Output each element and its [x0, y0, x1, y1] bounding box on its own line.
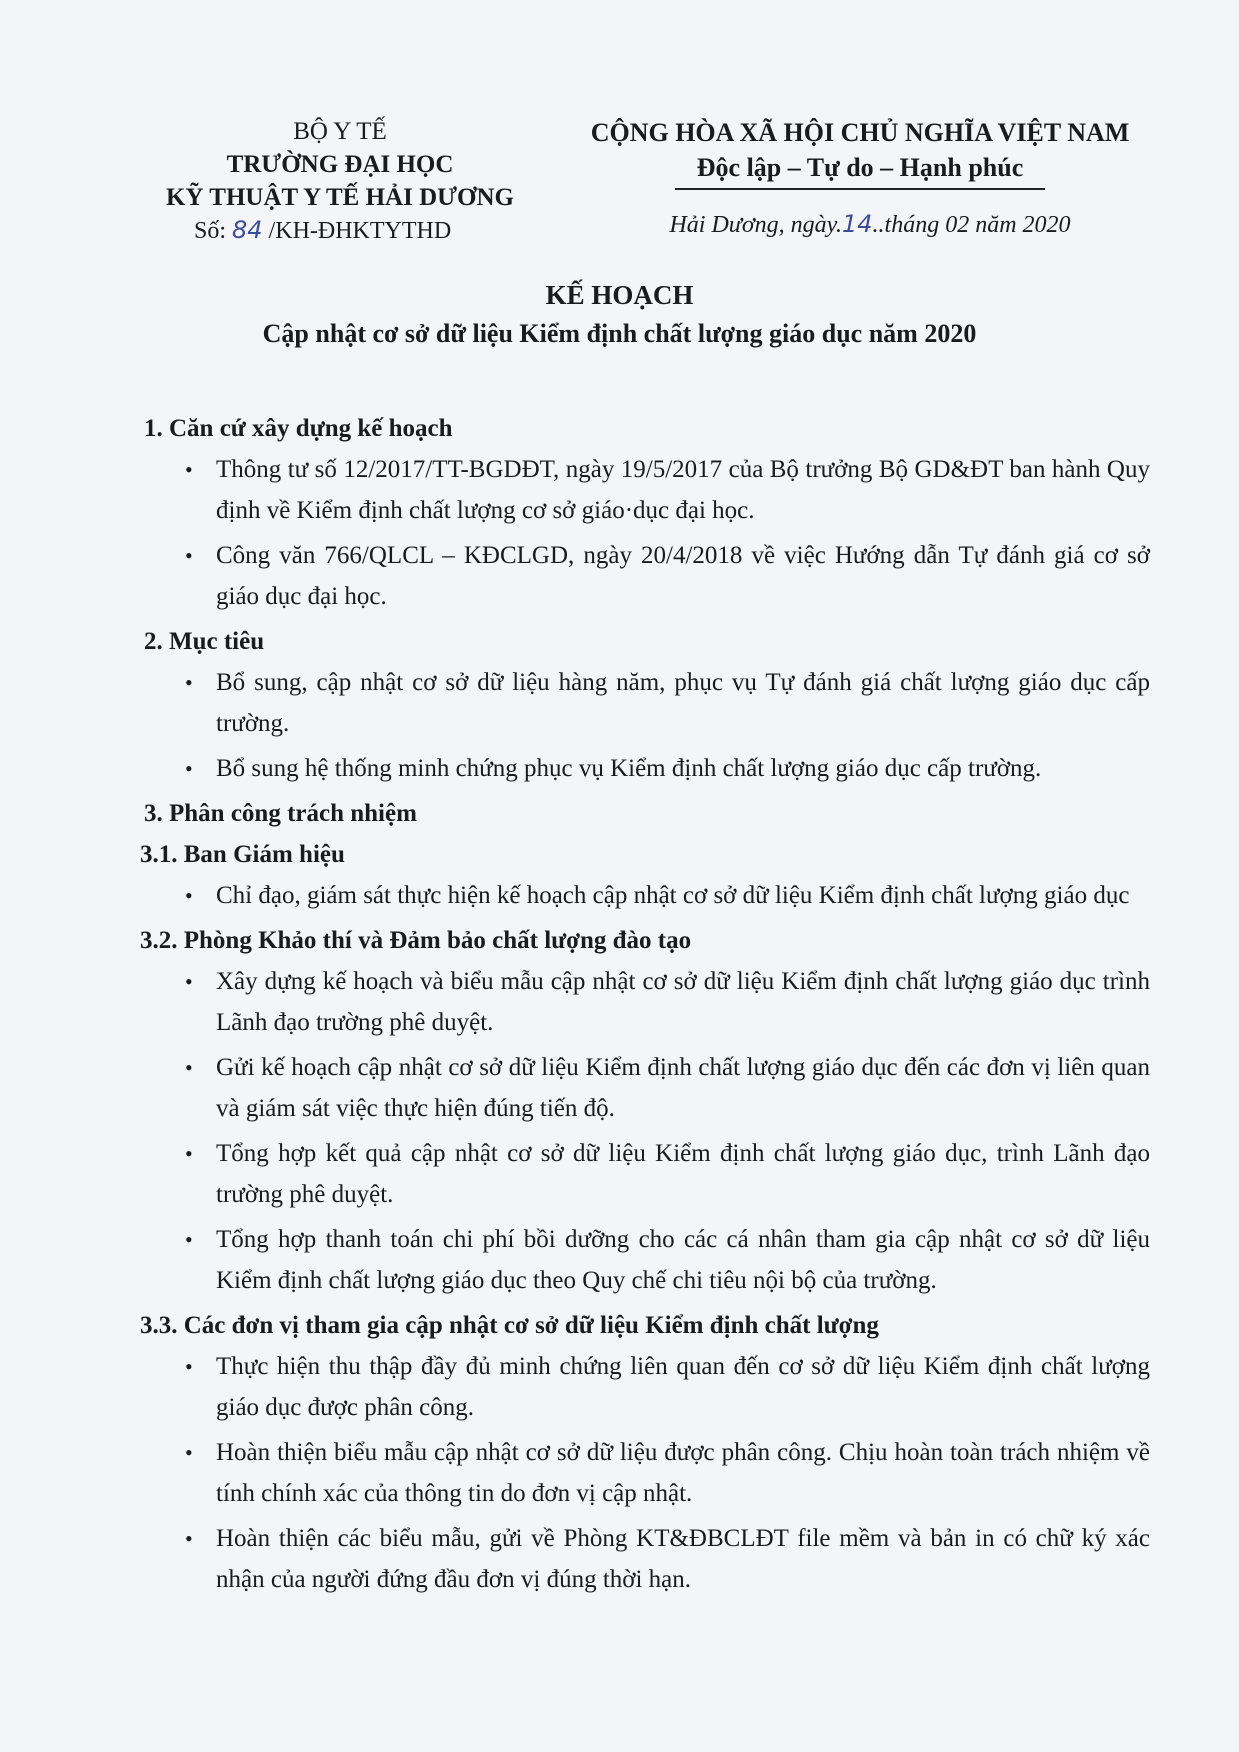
- section-1-heading: 1. Căn cứ xây dựng kế hoạch: [144, 415, 453, 442]
- bullet-icon: •: [185, 1055, 193, 1080]
- list-item: • Tổng hợp thanh toán chi phí bồi dưỡng cho các cá nhân tham gia cập nhật cơ sở dữ liệu Kiểm định chất lượng giáo dục theo Quy chế chi tiêu nội bộ của trường.: [140, 1219, 1150, 1301]
- section-3-1-heading: 3.1. Ban Giám hiệu: [140, 841, 345, 868]
- section-3-1-list: [140, 875, 1150, 916]
- section-3-2-list: [140, 961, 1150, 1301]
- list-item: • Bổ sung, cập nhật cơ sở dữ liệu hàng năm, phục vụ Tự đánh giá chất lượng giáo dục cấp trường.: [140, 662, 1150, 744]
- bullet-icon: •: [185, 1227, 193, 1252]
- handwritten-day: 14: [842, 210, 873, 238]
- bullet-icon: •: [185, 1526, 193, 1551]
- date-suffix: ..tháng 02 năm 2020: [872, 212, 1071, 238]
- title-main: KẾ HOẠCH: [545, 280, 694, 310]
- list-item: • Thực hiện thu thập đầy đủ minh chứng liên quan đến cơ sở dữ liệu Kiểm định chất lượng giáo dục được phân công.: [140, 1346, 1150, 1428]
- section-1-list: [140, 449, 1150, 617]
- list-item: • Bổ sung hệ thống minh chứng phục vụ Kiểm định chất lượng giáo dục cấp trường.: [140, 748, 1150, 789]
- number-prefix: Số:: [194, 218, 227, 244]
- bullet-icon: •: [185, 670, 193, 695]
- bullet-icon: •: [185, 457, 193, 482]
- list-item: • Gửi kế hoạch cập nhật cơ sở dữ liệu Kiểm định chất lượng giáo dục đến các đơn vị liên quan và giám sát việc thực hiện đúng tiến độ.: [140, 1047, 1150, 1129]
- bullet-icon: •: [185, 543, 193, 568]
- bullet-icon: •: [185, 756, 193, 781]
- bullet-icon: •: [185, 1354, 193, 1379]
- national-motto: Độc lập – Tự do – Hạnh phúc: [696, 153, 1024, 182]
- section-2-list: [140, 662, 1150, 789]
- ministry-name: BỘ Y TẾ: [293, 118, 387, 145]
- bullet-icon: •: [185, 1141, 193, 1166]
- section-3-3-heading: 3.3. Các đơn vị tham gia cập nhật cơ sở dữ liệu Kiểm định chất lượng: [140, 1312, 879, 1339]
- issuer-block: [140, 115, 540, 248]
- document-title: [0, 276, 1239, 354]
- date-prefix: Hải Dương, ngày.: [669, 212, 842, 238]
- list-item: • Xây dựng kế hoạch và biểu mẫu cập nhật cơ sở dữ liệu Kiểm định chất lượng giáo dục trình Lãnh đạo trường phê duyệt.: [140, 961, 1150, 1043]
- bullet-icon: •: [185, 1440, 193, 1465]
- list-item: • Công văn 766/QLCL – KĐCLGD, ngày 20/4/2018 về việc Hướng dẫn Tự đánh giá cơ sở giáo dục đại học.: [140, 535, 1150, 617]
- bullet-icon: •: [185, 969, 193, 994]
- handwritten-number: 84: [232, 216, 263, 244]
- section-3-3-list: [140, 1346, 1150, 1600]
- list-item: • Hoàn thiện các biểu mẫu, gửi về Phòng KT&ĐBCLĐT file mềm và bản in có chữ ký xác nhận của người đứng đầu đơn vị đúng thời hạn.: [140, 1518, 1150, 1600]
- motto-underline: [675, 188, 1045, 190]
- list-item: • Tổng hợp kết quả cập nhật cơ sở dữ liệu Kiểm định chất lượng giáo dục, trình Lãnh đạo trường phê duyệt.: [140, 1133, 1150, 1215]
- school-name-line1: TRƯỜNG ĐẠI HỌC: [226, 151, 454, 178]
- document-body: [140, 408, 1150, 1604]
- issue-date: [565, 207, 1155, 243]
- school-name-line2: KỸ THUẬT Y TẾ HẢI DƯƠNG: [166, 184, 514, 211]
- list-item: • Hoàn thiện biểu mẫu cập nhật cơ sở dữ liệu được phân công. Chịu hoàn toàn trách nhiệm về tính chính xác của thông tin do đơn vị cập nhật.: [140, 1432, 1150, 1514]
- bullet-icon: •: [185, 883, 193, 908]
- list-item: • Chỉ đạo, giám sát thực hiện kế hoạch cập nhật cơ sở dữ liệu Kiểm định chất lượng giáo dục: [140, 875, 1150, 916]
- national-header: [565, 115, 1155, 243]
- section-3-heading: 3. Phân công trách nhiệm: [144, 800, 417, 827]
- country-name: CỘNG HÒA XÃ HỘI CHỦ NGHĨA VIỆT NAM: [590, 118, 1130, 147]
- document-number: [140, 214, 540, 248]
- number-suffix: /KH-ĐHKTYTHD: [268, 218, 452, 244]
- title-subtitle: Cập nhật cơ sở dữ liệu Kiểm định chất lượng giáo dục năm 2020: [262, 319, 977, 348]
- list-item: • Thông tư số 12/2017/TT-BGDĐT, ngày 19/5/2017 của Bộ trưởng Bộ GD&ĐT ban hành Quy định về Kiểm định chất lượng cơ sở giáo·dục đại học.: [140, 449, 1150, 531]
- section-2-heading: 2. Mục tiêu: [144, 628, 265, 655]
- section-3-2-heading: 3.2. Phòng Khảo thí và Đảm bảo chất lượng đào tạo: [140, 927, 692, 954]
